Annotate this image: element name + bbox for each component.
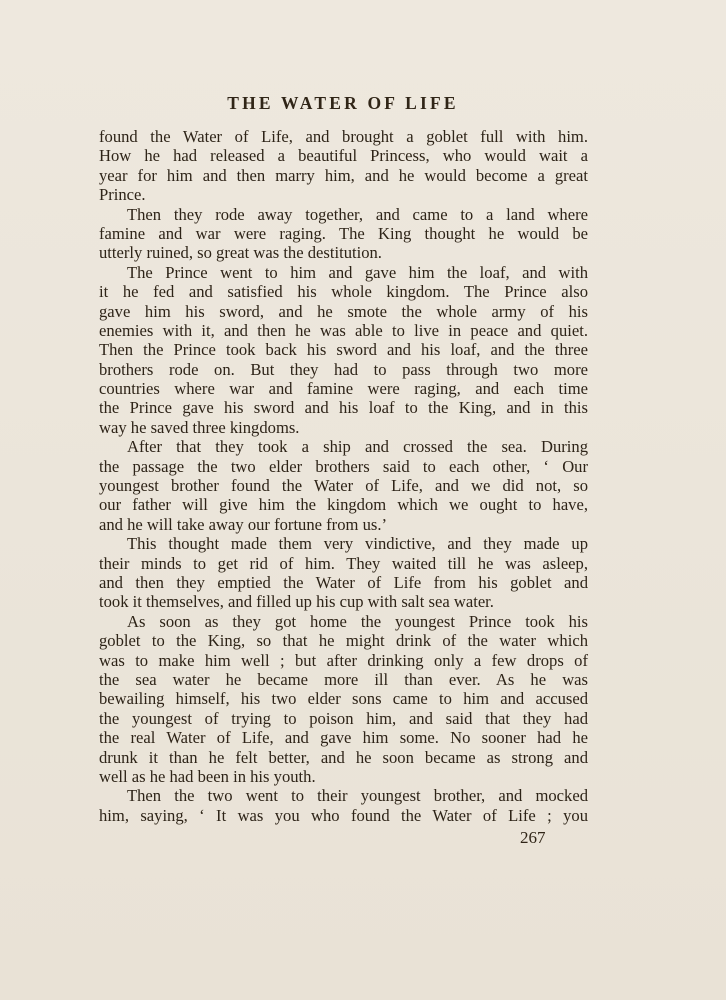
text-line: Then the Prince took back his sword and his loaf, and the three xyxy=(99,340,588,360)
text-line: the passage the two elder brothers said to each other, ‘ Our xyxy=(99,456,588,476)
text-line: and then they emptied the Water of Life from his goblet and xyxy=(99,572,588,592)
text-line: the Prince gave his sword and his loaf to the King, and in this xyxy=(99,398,588,418)
text-line: took it themselves, and filled up his cup with salt sea water. xyxy=(99,592,494,612)
text-line: After that they took a ship and crossed the sea. During xyxy=(127,437,588,457)
text-line: famine and war were raging. The King thought he would be xyxy=(99,223,588,243)
text-line: him, saying, ‘ It was you who found the Water of Life ; you xyxy=(99,805,588,825)
text-line: As soon as they got home the youngest Prince took his xyxy=(127,611,588,631)
text-line: goblet to the King, so that he might drink of the water which xyxy=(99,631,588,651)
body-text xyxy=(99,127,588,825)
text-line: and he will take away our fortune from us.’ xyxy=(99,514,387,534)
text-line: well as he had been in his youth. xyxy=(99,766,316,786)
text-line: gave him his sword, and he smote the whole army of his xyxy=(99,301,588,321)
text-line: bewailing himself, his two elder sons came to him and accused xyxy=(99,689,588,709)
text-line: This thought made them very vindictive, and they made up xyxy=(127,534,588,554)
text-line: brothers rode on. But they had to pass through two more xyxy=(99,359,588,379)
text-line: Prince. xyxy=(99,185,146,205)
running-head: THE WATER OF LIFE xyxy=(227,93,459,113)
text-line: youngest brother found the Water of Life, and we did not, so xyxy=(99,476,588,496)
text-line: it he fed and satisfied his whole kingdom. The Prince also xyxy=(99,282,588,302)
text-line: way he saved three kingdoms. xyxy=(99,417,300,437)
text-line: How he had released a beautiful Princess, who would wait a xyxy=(99,146,588,166)
text-line: countries where war and famine were raging, and each time xyxy=(99,379,588,399)
text-line: The Prince went to him and gave him the loaf, and with xyxy=(127,262,588,282)
text-line: the real Water of Life, and gave him some. No sooner had he xyxy=(99,728,588,748)
text-line: was to make him well ; but after drinking only a few drops of xyxy=(99,650,588,670)
text-line: enemies with it, and then he was able to live in peace and quiet. xyxy=(99,320,588,340)
text-line: our father will give him the kingdom which we ought to have, xyxy=(99,495,588,515)
text-line: the youngest of trying to poison him, and said that they had xyxy=(99,708,588,728)
text-line: utterly ruined, so great was the destitution. xyxy=(99,243,382,263)
text-line: found the Water of Life, and brought a goblet full with him. xyxy=(99,127,588,146)
text-line: Then they rode away together, and came to a land where xyxy=(127,204,588,224)
text-line: Then the two went to their youngest brother, and mocked xyxy=(127,786,588,806)
text-line: the sea water he became more ill than ever. As he was xyxy=(99,669,588,689)
page-number: 267 xyxy=(520,828,546,847)
text-line: drunk it than he felt better, and he soon became as strong and xyxy=(99,747,588,767)
text-line: their minds to get rid of him. They waited till he was asleep, xyxy=(99,553,588,573)
text-line: year for him and then marry him, and he would become a great xyxy=(99,165,588,185)
